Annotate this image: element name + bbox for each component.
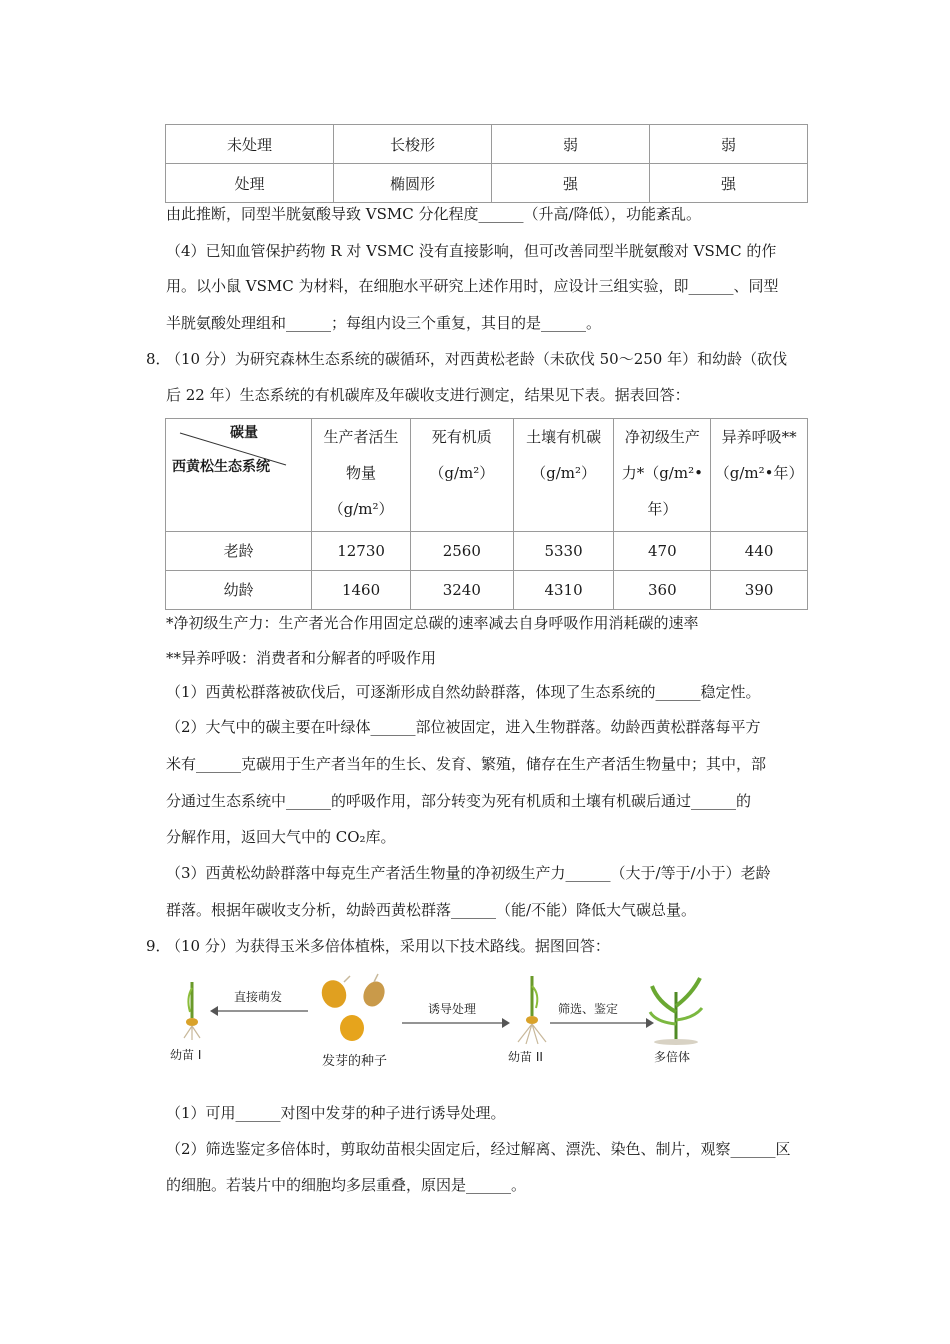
table-cell: 强 [649,164,807,203]
table-cell: 处理 [166,164,334,203]
seedling-2-icon [510,972,554,1046]
q7-line: 由此推断，同型半胱氨酸导致 VSMC 分化程度______（升高/降低），功能紊乱。 [166,205,702,223]
arrow-right-icon [402,1016,510,1030]
seedling-2-label: 幼苗 II [508,1050,543,1064]
table-cell: 强 [491,164,649,203]
header-soil-carbon [513,419,614,532]
header-text: 力*（g/m²• [621,464,703,482]
cell-shape-table [165,124,808,203]
diag-top-label: 碳量 [230,425,258,441]
header-text: （g/m²） [531,464,597,482]
arrow-label-direct: 直接萌发 [234,990,283,1004]
header-biomass [312,419,411,532]
table-cell: 未处理 [166,125,334,164]
q8-line: （3）西黄松幼龄群落中每克生产者活生物量的净初级生产力______（大于/等于/小于）老龄 [166,864,771,882]
table-cell: 长梭形 [333,125,491,164]
carbon-table [165,418,808,610]
polyploid-plant-icon [648,972,704,1046]
diag-bottom-label: 西黄松生态系统 [172,459,270,475]
q8-line: 群落。根据年碳收支分析，幼龄西黄松群落______（能/不能）降低大气碳总量。 [166,901,697,919]
q7-line: 半胱氨酸处理组和______；每组内设三个重复，其目的是______。 [166,314,602,332]
q9-line: （1）可用______对图中发芽的种子进行诱导处理。 [166,1104,506,1122]
header-text: 生产者活生 [323,428,399,446]
table-cell: 12730 [312,532,411,571]
table-row [166,125,808,164]
table-cell: 470 [614,532,711,571]
q8-line: 后 22 年）生态系统的有机碳库及年碳收支进行测定，结果见下表。据表回答： [166,386,690,404]
q8-line: （1）西黄松群落被砍伐后，可逐渐形成自然幼龄群落，体现了生态系统的______稳定性。 [166,683,761,701]
table-header-row [166,419,808,532]
header-text: 异养呼吸** [721,428,797,446]
q7-line: 用。以小鼠 VSMC 为材料，在细胞水平研究上述作用时，应设计三组实验，即______、同型 [166,277,779,295]
arrow-right-icon [550,1016,654,1030]
table-note: **异养呼吸：消费者和分解者的呼吸作用 [166,649,437,667]
q8-line: 分通过生态系统中______的呼吸作用，部分转变为死有机质和土壤有机碳后通过______的 [166,792,752,810]
header-text: 年） [647,500,678,518]
table-cell: 5330 [513,532,614,571]
table-cell: 弱 [491,125,649,164]
header-text: （g/m²•年） [714,464,804,482]
table-cell: 4310 [513,571,614,610]
q8-line: 米有______克碳用于生产者当年的生长、发育、繁殖，储存在生产者活生物量中；其中，部 [166,755,767,773]
table-row [166,571,808,610]
table-cell: 1460 [312,571,411,610]
diagonal-header-cell [166,419,312,532]
header-text: 物量 [346,464,377,482]
seedling-1-label: 幼苗 I [170,1048,202,1062]
seed-label: 发芽的种子 [322,1054,388,1069]
q9-line: （2）筛选鉴定多倍体时，剪取幼苗根尖固定后，经过解离、漂洗、染色、制片，观察______区 [166,1140,791,1158]
q9-line: （10 分）为获得玉米多倍体植株，采用以下技术路线。据图回答： [166,937,610,955]
table-cell: 3240 [410,571,513,610]
table-row [166,532,808,571]
question-number: 8． [146,350,171,368]
table-cell: 弱 [649,125,807,164]
header-text: 净初级生产 [624,428,700,446]
q8-line: 分解作用，返回大气中的 CO₂库。 [166,828,396,846]
table-note: *净初级生产力：生产者光合作用固定总碳的速率减去自身呼吸作用消耗碳的速率 [166,614,699,632]
question-number: 9． [146,937,171,955]
q8-line: （2）大气中的碳主要在叶绿体______部位被固定，进入生物群落。幼龄西黄松群落每平方 [166,718,761,736]
table-cell: 360 [614,571,711,610]
q7-line: （4）已知血管保护药物 R 对 VSMC 没有直接影响，但可改善同型半胱氨酸对 VSMC 的作 [166,242,777,260]
germinating-seeds-icon [316,972,396,1044]
table-cell: 幼龄 [166,571,312,610]
header-text: （g/m²） [328,500,394,518]
seedling-1-icon [174,978,210,1042]
table-row [166,164,808,203]
table-cell: 440 [711,532,808,571]
table-cell: 椭圆形 [333,164,491,203]
technique-flow-figure [166,968,706,1078]
header-text: （g/m²） [429,464,495,482]
header-hetero-resp [711,419,808,532]
header-npp [614,419,711,532]
header-text: 土壤有机碳 [526,428,602,446]
arrow-label-screen: 筛选、鉴定 [558,1002,619,1016]
table-cell: 390 [711,571,808,610]
arrow-left-icon [210,1004,310,1018]
q8-line: （10 分）为研究森林生态系统的碳循环，对西黄松老龄（未砍伐 50～250 年）和幼龄（砍伐 [166,350,788,368]
polyploid-label: 多倍体 [654,1050,691,1064]
q9-line: 的细胞。若装片中的细胞均多层重叠，原因是______。 [166,1176,527,1194]
table-cell: 2560 [410,532,513,571]
header-text: 死有机质 [431,428,492,446]
header-dead-matter [410,419,513,532]
table-cell: 老龄 [166,532,312,571]
arrow-label-induce: 诱导处理 [428,1002,477,1016]
